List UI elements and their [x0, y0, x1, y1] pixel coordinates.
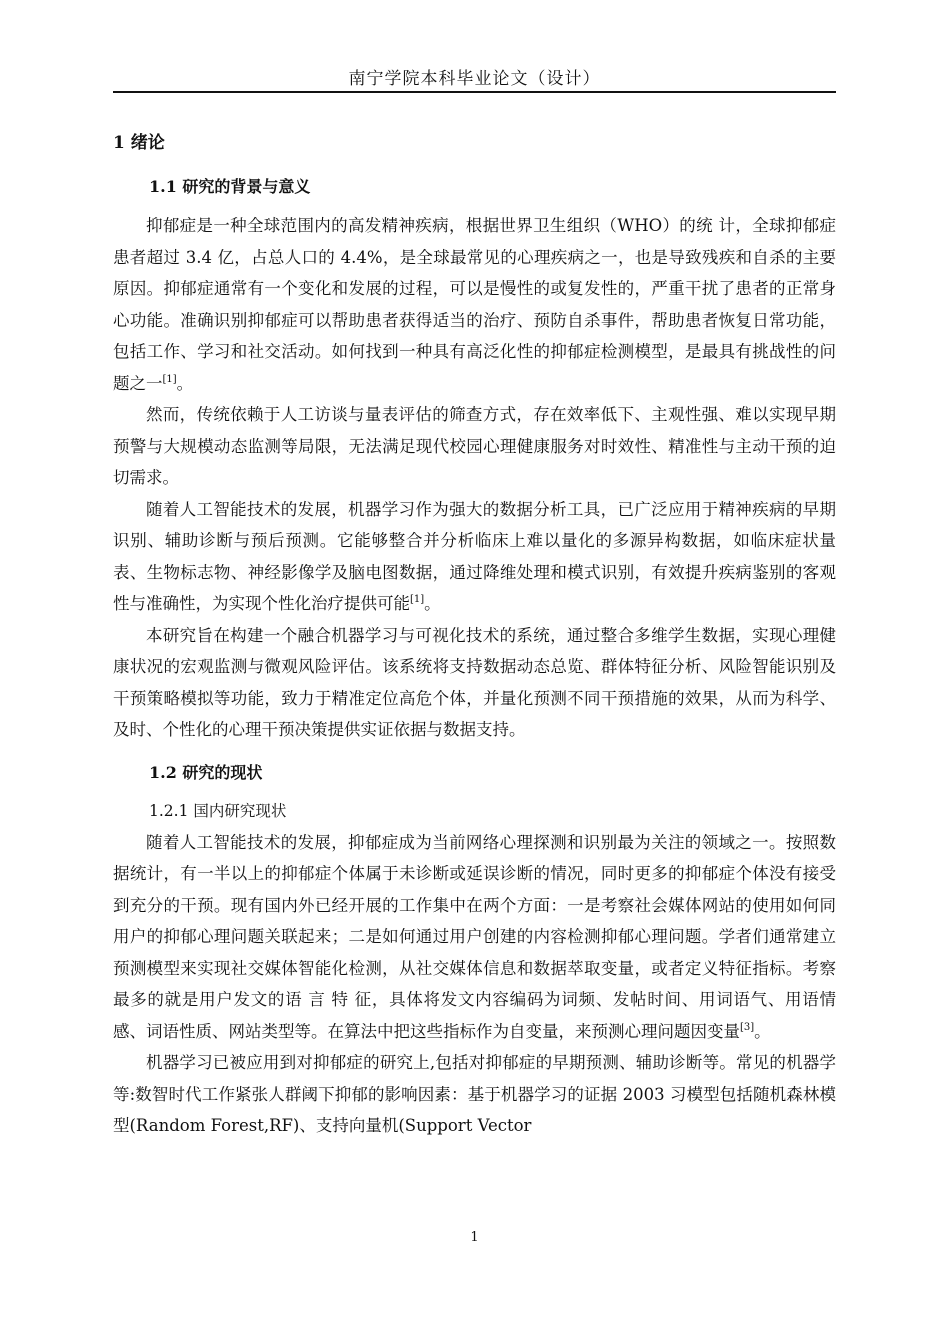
paragraph [113, 494, 836, 620]
running-header: 南宁学院本科毕业论文（设计） [348, 69, 601, 89]
paragraph-end: 。 [754, 1021, 771, 1041]
paragraph-text: 抑郁症是一种全球范围内的高发精神疾病，根据世界卫生组织（WHO）的统 计，全球抑郁症患者超过 3.4 亿，占总人口的 4.4%，是全球最常见的心理疾病之一，也是导致残疾和自杀的主要原因。抑郁症通常有一个变化和发展的过程，可以是慢性的或复发性的，严重干扰了患者的正常身心功能。准确识别抑郁症可以帮助患者获得适当的治疗、预防自杀事件，帮助患者恢复日常功能，包括工作、学习和社交活动。如何找到一种具有高泛化性的抑郁症检测模型，是最具有挑战性的问题之一 [113, 216, 836, 393]
paragraph [113, 827, 836, 1048]
paragraph-text: 然而，传统依赖于人工访谈与量表评估的筛查方式，存在效率低下、主观性强、难以实现早期预警与大规模动态监测等局限，无法满足现代校园心理健康服务对时效性、精准性与主动干预的迫切需求。 [113, 405, 836, 487]
header-rule [113, 91, 836, 93]
paragraph-end: 。 [176, 373, 194, 393]
paragraph [113, 620, 836, 746]
paragraph [113, 1047, 836, 1142]
paragraph [113, 210, 836, 399]
citation: [1] [162, 373, 177, 385]
citation: [3] [740, 1021, 755, 1033]
chapter-title: 1 绪论 [113, 133, 165, 153]
page-body [113, 128, 836, 1142]
paragraph-text: 随着人工智能技术的发展，机器学习作为强大的数据分析工具，已广泛应用于精神疾病的早期识别、辅助诊断与预后预测。它能够整合并分析临床上难以量化的多源异构数据，如临床症状量表、生物标志物、神经影像学及脑电图数据，通过降维处理和模式识别，有效提升疾病鉴别的客观性与准确性，为实现个性化治疗提供可能 [113, 499, 836, 613]
paragraph-text: 机器学习已被应用到对抑郁症的研究上,包括对抑郁症的早期预测、辅助诊断等。常见的机器学等:数智时代工作紧张人群阈下抑郁的影响因素：基于机器学习的证据 2003 习模型包括随机森林模型(Random Forest,RF)、支持向量机(Support Vector [113, 1053, 836, 1135]
paragraph-end: 。 [424, 594, 441, 613]
spacer [113, 746, 836, 758]
section-title-1-1: 1.1 研究的背景与意义 [149, 177, 311, 196]
paragraph [113, 399, 836, 494]
paragraph-text: 本研究旨在构建一个融合机器学习与可视化技术的系统，通过整合多维学生数据，实现心理健康状况的宏观监测与微观风险评估。该系统将支持数据动态总览、群体特征分析、风险智能识别及干预策略模拟等功能，致力于精准定位高危个体，并量化预测不同干预措施的效果，从而为科学、及时、个性化的心理干预决策提供实证依据与数据支持。 [113, 625, 836, 739]
subsection-title-1-2-1: 1.2.1 国内研究现状 [149, 801, 287, 820]
page-number: 1 [470, 1230, 479, 1245]
citation: [1] [410, 594, 425, 605]
paragraph-text: 随着人工智能技术的发展，抑郁症成为当前网络心理探测和识别最为关注的领域之一。按照数据统计，有一半以上的抑郁症个体属于未诊断或延误诊断的情况，同时更多的抑郁症个体没有接受到充分的干预。现有国内外已经开展的工作集中在两个方面：一是考察社会媒体网站的使用如何同用户的抑郁心理问题关联起来；二是如何通过用户创建的内容检测抑郁心理问题。学者们通常建立预测模型来实现社交媒体智能化检测，从社交媒体信息和数据萃取变量，或者定义特征指标。考察最多的就是用户发文的语 言 特 征，具体将发文内容编码为词频、发帖时间、用词语气、用语情感、词语性质、网站类型等。在算法中把这些指标作为自变量，来预测心理问题因变量 [113, 832, 836, 1041]
section-title-1-2: 1.2 研究的现状 [149, 762, 263, 782]
